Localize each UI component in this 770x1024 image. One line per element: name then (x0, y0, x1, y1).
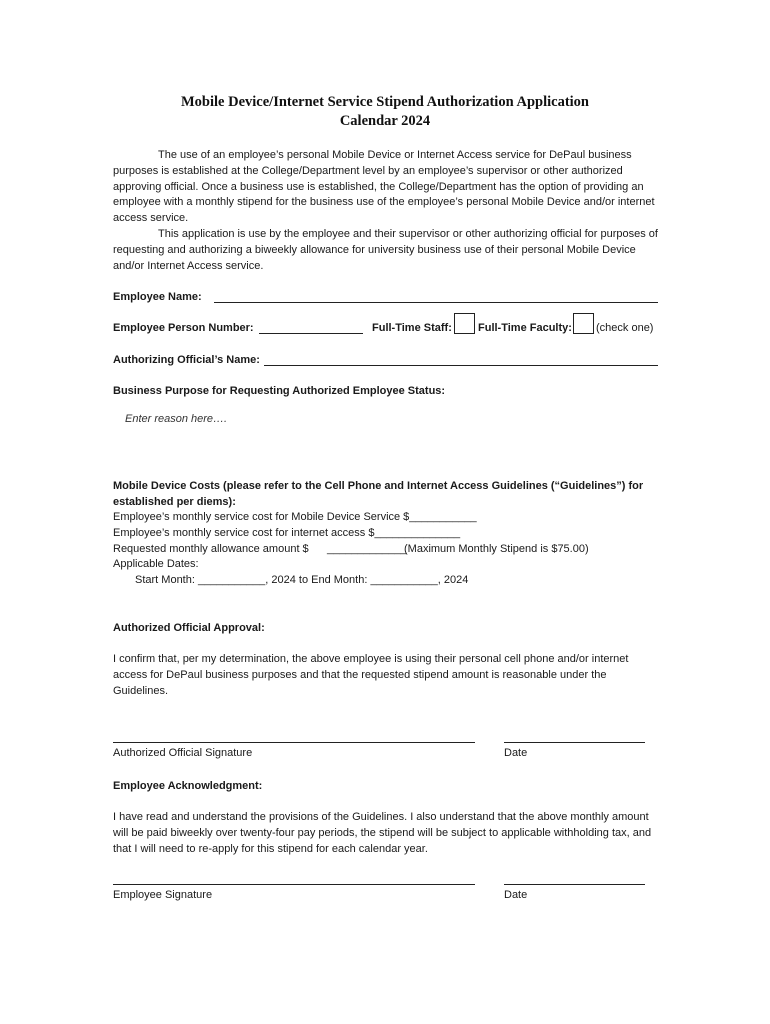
official-date-label: Date (504, 747, 528, 759)
fulltime-faculty-checkbox[interactable] (573, 313, 594, 334)
internet-cost-field[interactable]: Employee’s monthly service cost for internet access $______________ (113, 527, 461, 539)
person-number-field[interactable] (259, 333, 363, 334)
approval-heading: Authorized Official Approval: (113, 622, 265, 634)
document-title-line2: Calendar 2024 (339, 113, 431, 129)
start-end-month-field[interactable]: Start Month: ___________, 2024 to End Month: ___________, 2024 (135, 574, 469, 586)
employee-name-label: Employee Name: (113, 291, 202, 303)
document-title-line1: Mobile Device/Internet Service Stipend Authorization Application (181, 94, 589, 110)
check-one-note: (check one) (596, 322, 654, 334)
intro-paragraph-1: The use of an employee’s personal Mobile Device or Internet Access service for DePaul business purposes is established at the College/Department level by an employee’s supervisor or other authorized approving official. Once a business use is established, the College/Department has the option of providing an employee with a monthly stipend for the business use of the employee’s personal Mobile Device and/or internet access service. (113, 149, 655, 225)
official-date-line[interactable] (504, 742, 645, 743)
person-number-label: Employee Person Number: (113, 322, 254, 334)
employee-signature-label: Employee Signature (113, 889, 213, 901)
acknowledgment-statement: I have read and understand the provisions of the Guidelines. I also understand that the above monthly amount will be paid biweekly over twenty-four pay periods, the stipend will be subject to applicable withholding tax, and that I will need to re-apply for this stipend for each calendar year. (113, 811, 652, 855)
fulltime-faculty-label: Full-Time Faculty: (478, 322, 572, 334)
official-signature-line[interactable] (113, 742, 475, 743)
business-purpose-input[interactable]: Enter reason here…. (125, 413, 228, 425)
fulltime-staff-checkbox[interactable] (454, 313, 475, 334)
costs-heading-line2: established per diems): (113, 496, 236, 508)
requested-allowance-label: Requested monthly allowance amount $ (113, 543, 309, 555)
fulltime-staff-label: Full-Time Staff: (372, 322, 452, 334)
authorizing-official-field[interactable] (264, 365, 658, 366)
intro-paragraph-2: This application is use by the employee and their supervisor or other authorizing official for purposes of requesting and authorizing a biweekly allowance for university business use of their personal Mobile Device and/or Internet Access service. (113, 228, 658, 272)
authorizing-official-label: Authorizing Official’s Name: (113, 354, 260, 366)
employee-signature-line[interactable] (113, 884, 475, 885)
employee-date-label: Date (504, 889, 528, 901)
business-purpose-label: Business Purpose for Requesting Authorized Employee Status: (113, 385, 446, 397)
approval-statement: I confirm that, per my determination, the above employee is using their personal cell phone and/or internet access for DePaul business purposes and that the requested stipend amount is reasonable under the Guidelines. (113, 653, 629, 697)
costs-heading-line1: Mobile Device Costs (please refer to the Cell Phone and Internet Access Guidelines (“Guidelines”) for (113, 480, 644, 492)
employee-name-field[interactable] (214, 302, 658, 303)
employee-date-line[interactable] (504, 884, 645, 885)
requested-allowance-field[interactable]: _____________ (327, 543, 407, 555)
acknowledgment-heading: Employee Acknowledgment: (113, 780, 263, 792)
applicable-dates-label: Applicable Dates: (113, 558, 199, 570)
max-stipend-note: (Maximum Monthly Stipend is $75.00) (404, 543, 589, 555)
official-signature-label: Authorized Official Signature (113, 747, 253, 759)
device-cost-field[interactable]: Employee’s monthly service cost for Mobile Device Service $___________ (113, 511, 477, 523)
